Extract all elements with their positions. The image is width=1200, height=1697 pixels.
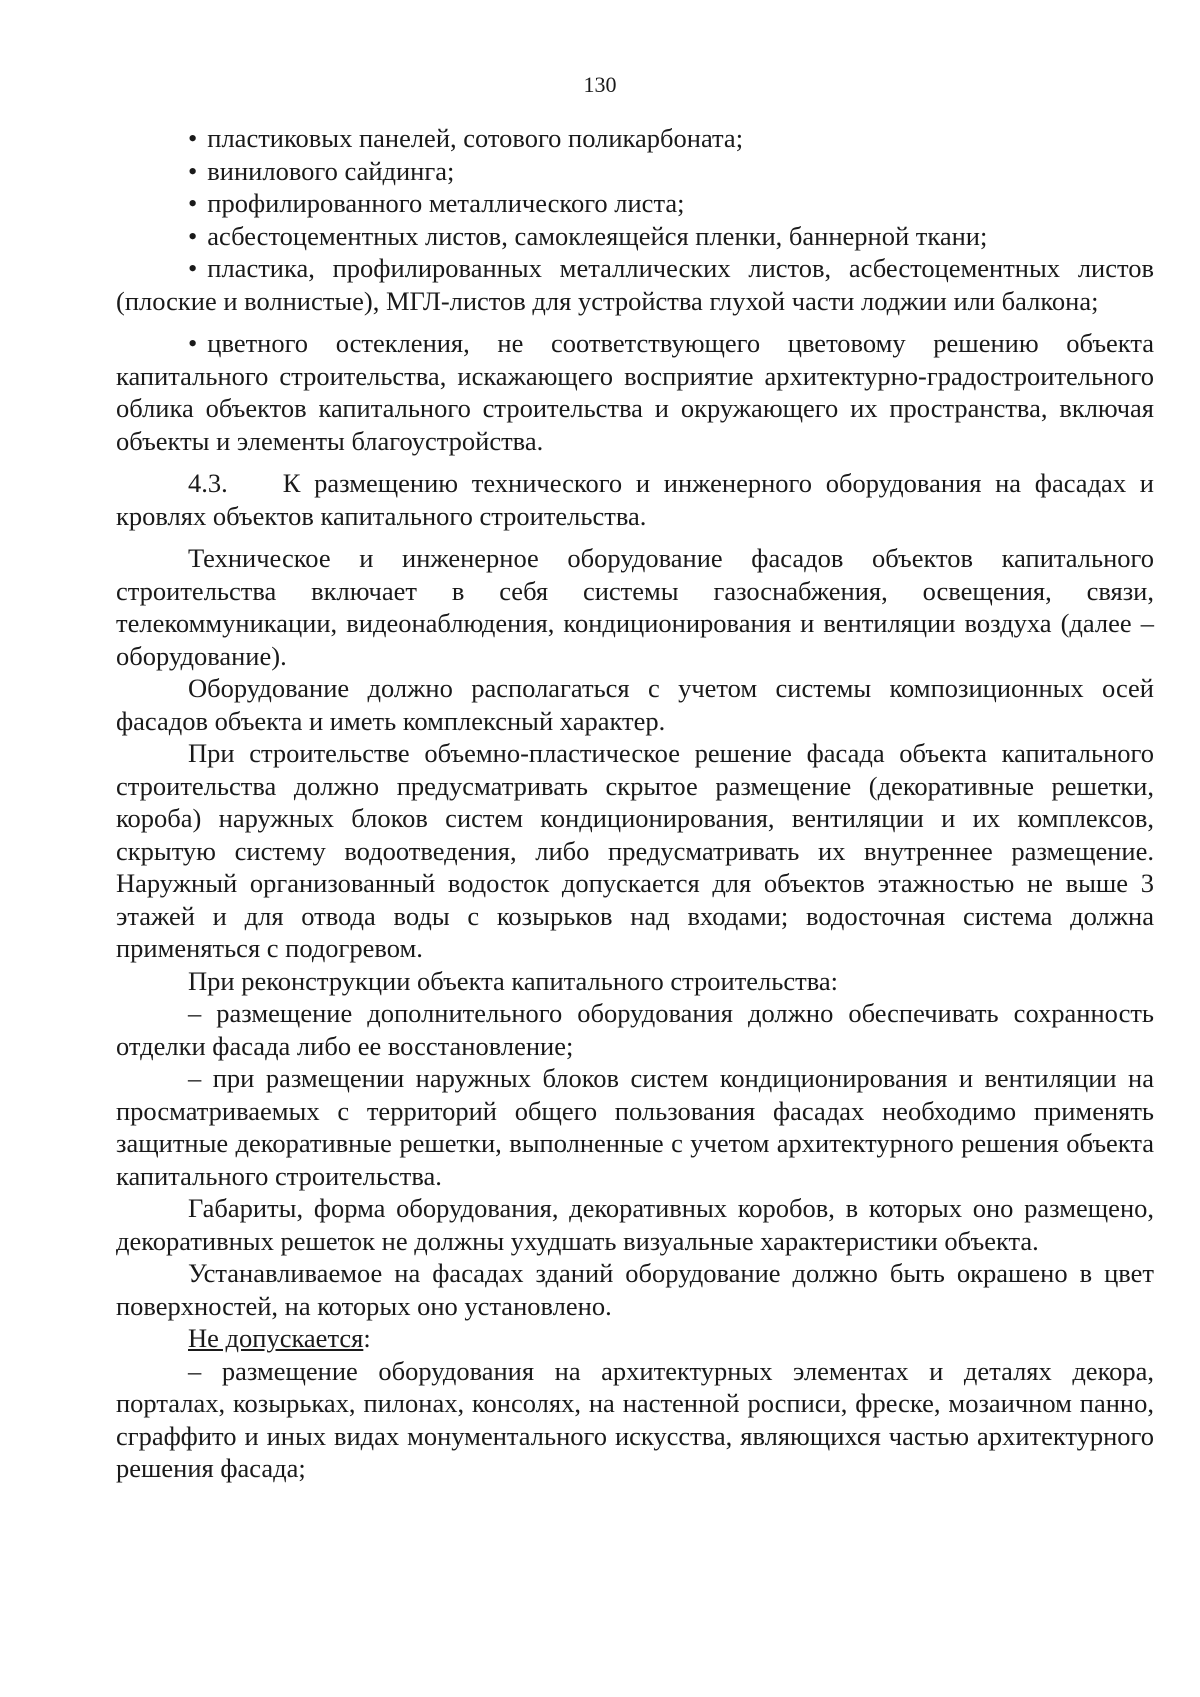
- page-number: 130: [583, 72, 617, 97]
- paragraph: – размещение дополнительного оборудования должно обеспечивать сохранность отделки фасада либо ее восстановление;: [116, 998, 1154, 1061]
- bullet-text: профилированного металлического листа;: [207, 188, 685, 218]
- prohibited-heading-text: Не допускается: [188, 1323, 364, 1353]
- bullet-text: асбестоцементных листов, самоклеящейся пленки, баннерной ткани;: [207, 220, 988, 251]
- bullet-item: [116, 220, 1154, 253]
- bullet-item: [116, 187, 1154, 220]
- bullet-icon: •: [188, 328, 198, 358]
- section-title: К размещению технического и инженерного оборудования на фасадах и кровлях объектов капитального строительства.: [116, 468, 1154, 531]
- section-number: 4.3.: [188, 468, 228, 498]
- bullet-icon: •: [188, 155, 198, 186]
- paragraph: – при размещении наружных блоков систем кондиционирования и вентиляции на просматриваемых с территорий общего пользования фасадах необходимо применять защитные декоративные решетки, выполненные с учетом архитектурного решения объекта капитального строительства.: [116, 1063, 1154, 1191]
- section-heading: [116, 467, 1154, 532]
- paragraph: Устанавливаемое на фасадах зданий оборудование должно быть окрашено в цвет поверхностей, на которых оно установлено.: [116, 1258, 1154, 1321]
- bullet-text: винилового сайдинга;: [207, 155, 455, 186]
- prohibited-heading-colon: :: [363, 1323, 371, 1353]
- prohibited-item: – размещение оборудования на архитектурных элементах и деталях декора, порталах, козырьках, пилонах, консолях, на настенной росписи, фреске, мозаичном панно, сграффито и иных видах монументального искусства, являющихся частью архитектурного решения фасада;: [116, 1355, 1154, 1483]
- bullet-text: пластиковых панелей, сотового поликарбоната;: [207, 123, 744, 153]
- bullet-icon: •: [188, 220, 198, 251]
- bullet-icon: •: [188, 188, 198, 218]
- paragraph: При реконструкции объекта капитального строительства:: [188, 965, 838, 996]
- paragraph: При строительстве объемно-пластическое решение фасада объекта капитального строительства должно предусматривать скрытое размещение (декоративные решетки, короба) наружных блоков систем кондиционирования, вентиляции и их комплексов, скрытую систему водоотведения, либо предусматривать их внутреннее размещение. Наружный организованный водосток допускается для объектов этажностью не выше 3 этажей и для отвода воды с козырьков над входами; водосточная система должна применяться с подогревом.: [116, 738, 1154, 963]
- paragraph: Оборудование должно располагаться с учетом системы композиционных осей фасадов объекта и иметь комплексный характер.: [116, 673, 1154, 736]
- bullet-paragraph: [116, 327, 1154, 457]
- bullet-item: [116, 155, 1154, 188]
- prohibited-heading: [116, 1322, 1154, 1355]
- bullet-icon: •: [188, 123, 198, 153]
- bullet-paragraph-text: цветного остекления, не соответствующего цветовому решению объекта капитального строительства, искажающего восприятие архитектурно-градостроительного облика объектов капитального строительства и окружающего их пространства, включая объекты и элементы благоустройства.: [116, 328, 1154, 456]
- paragraph: Габариты, форма оборудования, декоративных коробов, в которых оно размещено, декоративных решеток не должны ухудшать визуальные характеристики объекта.: [116, 1193, 1154, 1256]
- bullet-icon: •: [188, 253, 198, 283]
- paragraph: Техническое и инженерное оборудование фасадов объектов капитального строительства включает в себя системы газоснабжения, освещения, связи, телекоммуникации, видеонаблюдения, кондиционирования и вентиляции воздуха (далее – оборудование).: [116, 543, 1154, 671]
- bullet-item: [116, 122, 1154, 155]
- bullet-paragraph: [116, 252, 1154, 317]
- bullet-paragraph-text: пластика, профилированных металлических листов, асбестоцементных листов (плоские и волнистые), МГЛ-листов для устройства глухой части лоджии или балкона;: [116, 253, 1154, 316]
- document-body: [116, 122, 1154, 1485]
